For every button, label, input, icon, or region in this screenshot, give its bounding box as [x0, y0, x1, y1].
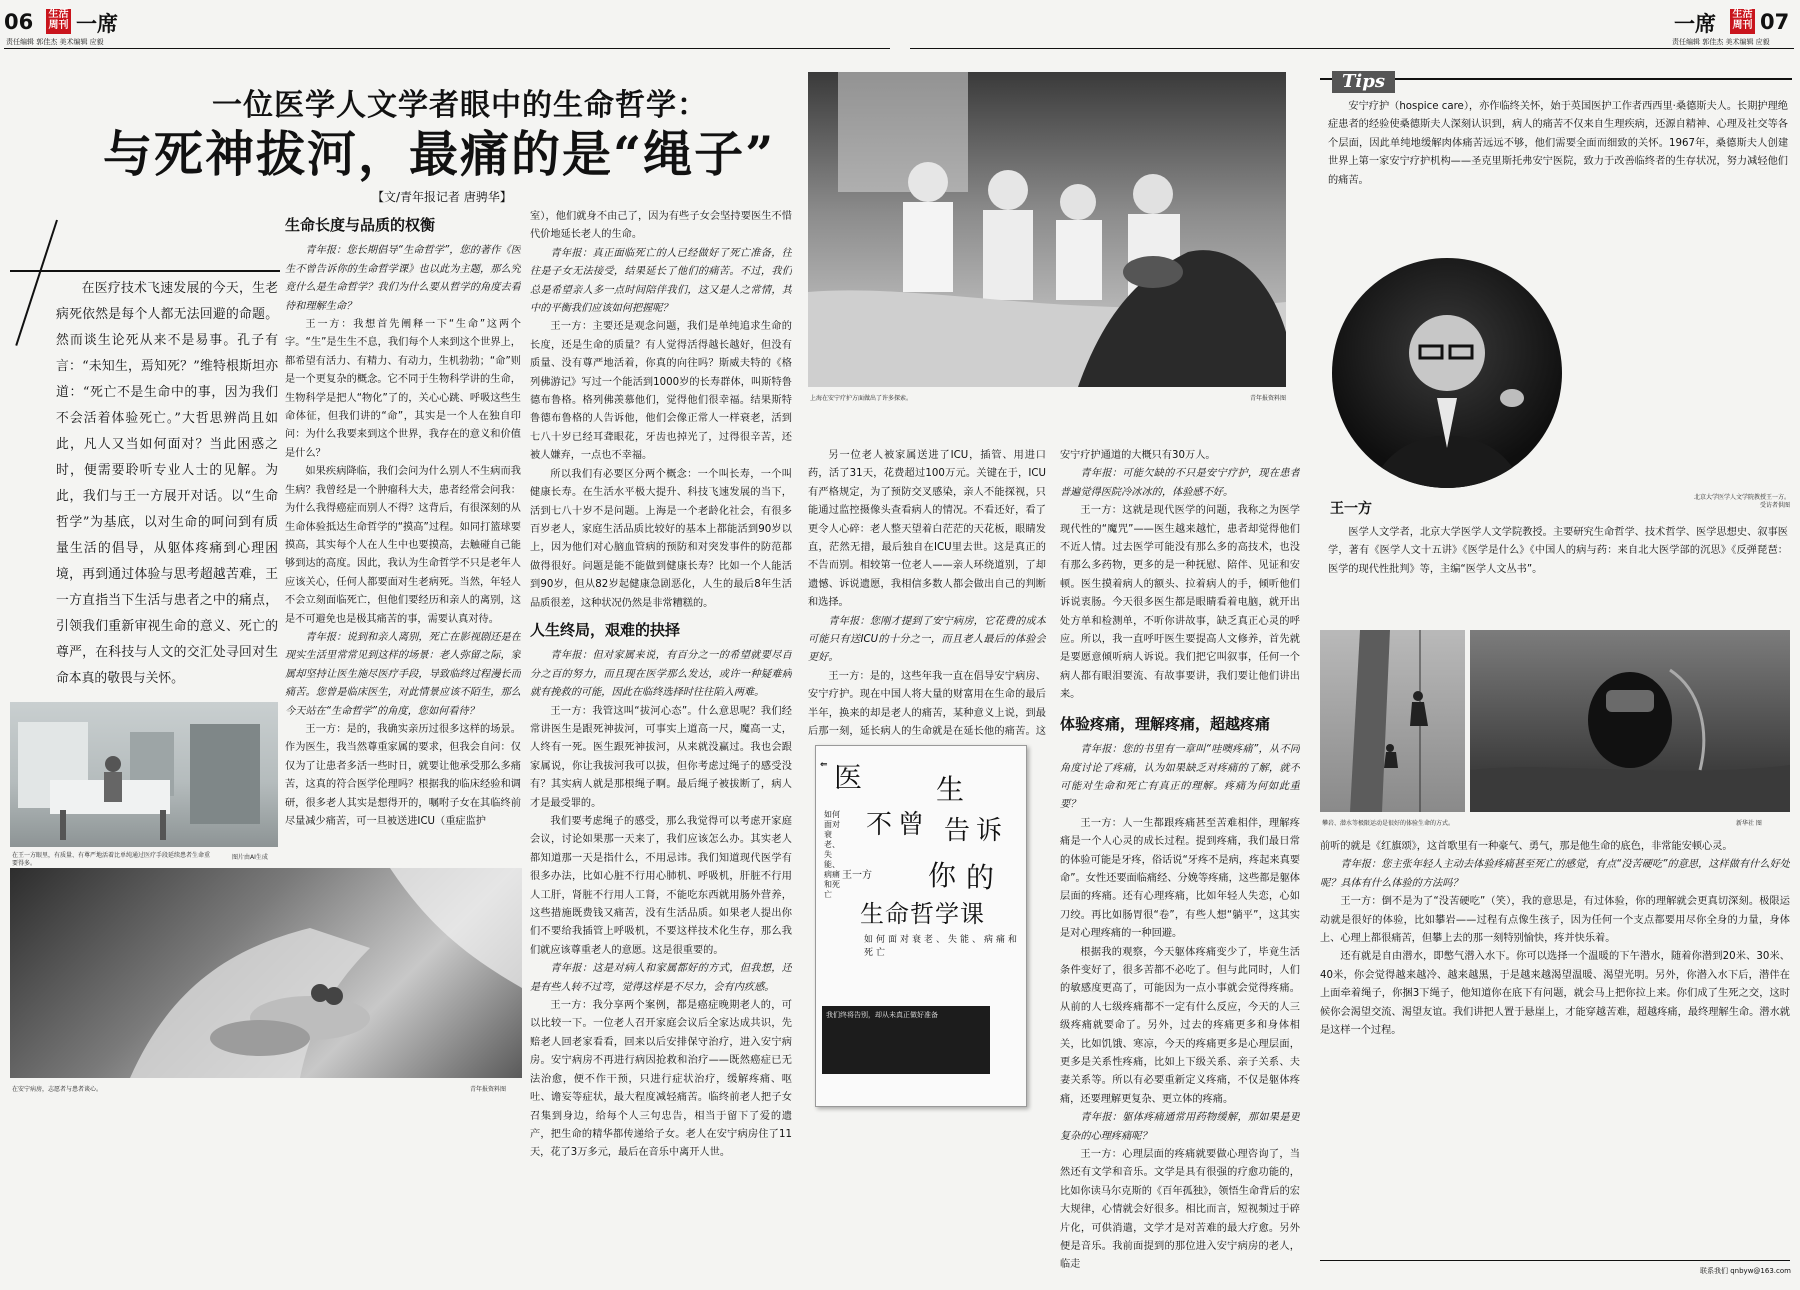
- article-kicker: 一位医学人文学者眼中的生命哲学：: [212, 88, 708, 123]
- diving-photo: [1470, 630, 1790, 812]
- question-paragraph: 青年报：您刚才提到了安宁病房，它花费的成本可能只有送ICU的十分之一，而且老人最后的体验会更好。: [808, 615, 1046, 664]
- editors-right: 责任编辑 郭佳杰 美术编辑 应毅: [1672, 38, 1770, 46]
- answer-paragraph: 王一方：是的，这些年我一直在倡导安宁病房、安宁疗护。现在中国人将大量的财富用在生命的最后半年，换来的却是老人的痛苦，某种意义上说，到最后那一刻，延长病人的生命就是在延长他的痛苦。这: [808, 670, 1046, 737]
- portrait-photo: [1332, 258, 1562, 488]
- ward-photo-credit: 图片由AI生成: [232, 854, 268, 861]
- article-title: 与死神拔河，最痛的是“绳子”: [103, 125, 776, 183]
- profile-name: 王一方: [1330, 501, 1372, 517]
- footer-contact: 联系我们 qnbyw@163.com: [1700, 1267, 1791, 1275]
- question-paragraph: 青年报：您主张年轻人主动去体验疼痛甚至死亡的感觉，有点“没苦硬吃”的意思，这样做有什么好处呢？具体有什么体验的方法吗？: [1320, 859, 1790, 889]
- question-paragraph: 青年报：真正面临死亡的人已经做好了死亡准备，往往是子女无法接受，结果延长了他们的痛苦。不过，我们总是希望亲人多一点时间陪伴我们，这又是人之常情，其中的平衡我们应该如何把握呢？: [530, 247, 792, 315]
- header-rule-right: [910, 48, 1794, 49]
- answer-paragraph: 室），他们就身不由己了，因为有些子女会坚持要医生不惜代价地延长老人的生命。: [530, 211, 792, 241]
- question-paragraph: 青年报：可能欠缺的不只是安宁疗护，现在患者普遍觉得医院冷冰冰的，体验感不好。: [1060, 468, 1300, 498]
- footer-rule: [1320, 1260, 1790, 1261]
- sport-photo-credit: 新华社 图: [1736, 820, 1762, 827]
- book-title-char: 的: [966, 861, 995, 894]
- book-title-char: 你: [928, 859, 957, 892]
- byline: 【文/青年报记者 唐骋华】: [372, 190, 512, 204]
- answer-paragraph: 王一方：我想首先阐释一下“生命”这两个字。“生”是生生不息，我们每个人来到这个世界上，都希望有活力、有精力、有动力，生机勃勃；“命”则是一个更复杂的概念。它不同于生物科学讲的生命，生物科学是把人“物化”了的，关心心跳、呼吸这些生命体征，但我们讲的“命”，其实是一个人在独自印问：为什么我要来到这个世界，我存在的意义和价值是什么？: [285, 319, 521, 459]
- answer-paragraph: 王一方：主要还是观念问题，我们是单纯追求生命的长度，还是生命的质量？有人觉得活得越长越好，但没有质量、没有尊严地活着，你真的向往吗？斯威夫特的《格列佛游记》写过一个能活到1000岁的长寿群体，叫斯特鲁德布鲁格。格列佛羡慕他们，觉得他们很幸福。结果斯特鲁德布鲁格的人告诉他，他们会像正常人一样衰老，活到七八十岁已经耳聋眼花，牙齿也掉光了，过得很辛苦，还被人嫌弃，一点也不幸福。: [530, 321, 792, 462]
- hands-photo: [10, 868, 522, 1078]
- stamp-logo-right: 生活周刊: [1730, 9, 1755, 34]
- hands-photo-caption: 在安宁病房，志愿者与患者谈心。: [12, 1086, 103, 1093]
- ward-photo: [10, 702, 278, 847]
- answer-paragraph: 我们要考虑绳子的感受，那么我觉得可以考虑开家庭会议，讨论如果那一天来了，我们应该怎么办。其实老人都知道那一天是指什么，不用忌讳。我们知道现代医学有很多办法，比如心脏不行用心肺机、呼吸机，肝脏不行用人工肝，肾脏不行用人工肾，不能吃东西就用肠外营养，这些措施既费钱又痛苦，没有生活品质。如果老人提出你们不要给我插管上呼吸机，不要这样技术化生存，那么我们就应该尊重老人的意愿。这是很重要的。: [530, 816, 792, 956]
- question-paragraph: 青年报：但对家属来说，有百分之一的希望就要尽百分之百的努力，而且现在医学那么发达，或许一种疑难病就有挽救的可能，因此在临终选择时往往陷入两难。: [530, 650, 792, 699]
- hands-photo-credit: 青年报资料图: [470, 1086, 507, 1093]
- answer-paragraph: 安宁疗护通道的大概只有30万人。: [1060, 450, 1216, 461]
- lead-rule-top: [10, 270, 280, 272]
- question-paragraph: 青年报：这是对病人和家属都好的方式，但我想，还是有些人转不过弯，觉得这样是不尽力，会有内疚感。: [530, 963, 792, 993]
- article-column-3: [808, 447, 1046, 737]
- article-column-4: [1060, 447, 1300, 1285]
- book-blurb-panel: 我们终将告别，却从未真正做好准备: [822, 1006, 990, 1074]
- book-title-char: 医: [834, 761, 863, 794]
- ward-photo-caption: 在王一方眼里，有质量、有尊严地活着比单纯通过医疗手段延续患者生命重要得多。: [12, 852, 211, 867]
- question-paragraph: 青年报：躯体疼痛通常用药物缓解，那如果是更复杂的心理疼痛呢？: [1060, 1112, 1300, 1142]
- top-photo-caption: 上海在安宁疗护方面做出了许多探索。: [810, 395, 913, 402]
- book-title-char: 生命哲学课: [860, 900, 985, 928]
- answer-paragraph: 王一方：人一生都跟疼痛甚至苦难相伴，理解疼痛是一个人心灵的成长过程。提到疼痛，我们最日常的体验可能是牙疼，俗话说“牙疼不是病，疼起来真要命”。女性还要面临痛经、分娩等疼痛，这些都是躯体层面的疼痛。还有心理疼痛，比如年轻人失恋，心如刀绞。再比如肠胃很“卷”，有些人想“躺平”，这其实是对心理疼痛的一种回避。: [1060, 817, 1300, 940]
- editors-left: 责任编辑 郭佳杰 美术编辑 应毅: [6, 38, 104, 46]
- lead-paragraph: 在医疗技术飞速发展的今天，生老病死依然是每个人都无法回避的命题。然而谈生论死从来不是易事。孔子有言：“未知生，焉知死？”维特根斯坦亦道：“死亡不是生命中的事，因为我们不会活着体验死亡。”大哲思辨尚且如此，凡人又当如何面对？当此困惑之时，便需要聆听专业人士的见解。为此，我们与王一方展开对话。以“生命哲学”为基底，以对生命的呵问到有质量生活的倡导，从躯体疼痛到心理困境，再到通过体验与思考超越苦难，王一方直指当下生活与患者之中的痛点，引领我们重新审视生命的意义、死亡的尊严，在科技与人文的交汇处寻回对生命本真的敬畏与关怀。: [56, 281, 278, 686]
- section-heading-pain: 体验疼痛，理解疼痛，超越疼痛: [1060, 714, 1271, 733]
- book-title-char: 告诉: [944, 816, 1009, 846]
- answer-paragraph: 还有就是自由潜水，即憋气潜入水下。你可以选择一个温暖的下午潜水，随着你潜到20米、30米、40米，你会觉得越来越冷、越来越黑，于是越来越渴望温暖、渴望光明。另外，你潜入水下后，潜伴在上面牵着绳子，你捆3下绳子，他知道你在底下有问题，就会马上把你拉上来。你们成了生死之交，这时候你会渴望交流、渴望友谊。我们讲把人置于悬崖上，才能穿越苦难，超越疼痛，最终理解生命。潜水就是这样一个过程。: [1320, 951, 1790, 1037]
- book-cover: [815, 745, 1027, 1107]
- publisher-logo-icon: ⇐: [820, 760, 828, 770]
- climbing-photo: [1320, 630, 1465, 812]
- sport-photo-caption: 攀岩、潜水等极限运动是很好的体验生命的方式。: [1322, 820, 1455, 827]
- answer-paragraph: 如果疾病降临，我们会问为什么别人不生病而我生病？我曾经是一个肿瘤科大夫，患者经常会问我：为什么我得癌症而别人不得？这背后，有很深刻的从生命体验抵达生命哲学的“摸高”过程。如同打篮球要摸高，其实每个人在人生中也要摸高，去触碰自己能够到达的高度。因此，我认为生命哲学不只是老年人应该关心，任何人都要面对生老病死。当然，年轻人不会立刻面临死亡，但他们要经历和亲人的离别，这是不可避免也是极其痛苦的事，需要认真对待。: [285, 466, 521, 625]
- question-paragraph: 青年报：说到和亲人离别，死亡在影视剧还是在现实生活里常常见到这样的场景：老人弥留之际，家属却坚持让医生施尽医疗手段，导致临终过程漫长而痛苦。您曾是临床医生，对此情景应该不陌生，那么今天站在“生命哲学”的角度，您如何看待？: [285, 631, 521, 717]
- answer-paragraph: 前听的就是《红旗颂》，这首歌里有一种豪气、勇气，那是他生命的底色，非常能安顿心灵。: [1320, 841, 1733, 852]
- top-photo-credit: 青年报资料图: [1250, 395, 1287, 402]
- book-author: 王一方: [842, 870, 872, 881]
- tips-badge: Tips: [1332, 71, 1395, 93]
- book-subtitle: 如何面对衰老、失能、病痛和死亡: [864, 935, 1021, 958]
- answer-paragraph: 王一方：我分享两个案例，都是癌症晚期老人的，可以比较一下。一位老人召开家庭会议后全家达成共识，先赔老人回老家看看，回来以后安排保守治疗，进入安宁病房。安宁病房不再进行病因抢救和治疗——既然癌症已无法治愈，便不作干预，只进行症状治疗，缓解疼痛、呕吐、谵妄等症状，最大程度减轻痛苦。临终前老人把子女召集到身边，给每个人三句忠告，相当于留下了爱的遗产，把生命的精华都传递给子女。老人在安宁病房住了11天，花了3万多元，最后在音乐中离开人世。: [530, 1000, 792, 1159]
- answer-paragraph: 王一方：这就是现代医学的问题，我称之为医学现代性的“魔咒”——医生越来越忙，患者却觉得他们不近人情。过去医学可能没有那么多的高技术，也没有那么多药物，更多的是一种抚慰、陪伴、见证和安顿。医生摸着病人的额头、拉着病人的手，倾听他们诉说衷肠。今天很多医生都是眼睛看着电脑，就开出处方单和检测单，不听你讲故事，缺乏真正心灵的呼应。所以，我一直呼吁医生要提高人文修养，首先就是要愿意倾听病人诉说。我们把它叫叙事，任何一个病人都有眼泪要流、有故事要讲，我们要让他们讲出来。: [1060, 505, 1300, 701]
- question-paragraph: 青年报：您的书里有一章叫“哇噢疼痛”，从不同角度讨论了疼痛，认为如果缺乏对疼痛的了解，就不可能对生命和死亡有真正的理解。疼痛为何如此重要？: [1060, 744, 1300, 811]
- answer-paragraph: 王一方：我管这叫“拔河心态”。什么意思呢？我们经常讲医生是跟死神拔河，可事实上道高一尺，魔高一丈，人终有一死。医生跟死神拔河，从来就没赢过。我也会跟家属说，你让我拔河我可以拔，但你考虑过绳子的感受没有？其实病人就是那根绳子啊。最后绳子被拔断了，病人才是最受罪的。: [530, 705, 792, 809]
- article-column-2: [530, 208, 792, 1283]
- stamp-logo-left: 生活周刊: [46, 9, 71, 34]
- book-title-char: 不曾: [866, 810, 931, 840]
- section-name-left: 一席: [76, 11, 118, 36]
- portrait-caption: 北京大学医学人文学院教授王一方。受访者供图: [1693, 494, 1790, 509]
- book-title-char: 生: [936, 773, 965, 806]
- header-rule-left: [4, 48, 890, 49]
- article-column-1: [285, 214, 521, 864]
- book-spine-text: 如何面对衰老、失能、病痛和死亡: [824, 810, 840, 899]
- answer-paragraph: 根据我的观察，今天躯体疼痛变少了，毕竟生活条件变好了，很多苦都不必吃了。但与此同时，人们的敏感度更高了，可能因为一点小事就会觉得疼痛。从前的人七级疼痛都不一定有什么反应，今天的人三级疼痛就要命了。另外，过去的疼痛更多和身体相关，比如饥饿、寒凉，今天的疼痛更多是心理层面，更多是关系性疼痛，比如上下级关系、亲子关系、夫妻关系等。所以有必要重新定义疼痛，不仅是躯体疼痛，还要理解更复杂、更立体的疼痛。: [1060, 946, 1300, 1105]
- article-column-5: [1320, 838, 1790, 1246]
- answer-paragraph: 所以我们有必要区分两个概念：一个叫长寿，一个叫健康长寿。在生活水平极大提升、科技飞速发展的当下，活到七八十岁不是问题。上海是一个老龄化社会，有很多百岁老人，家庭生活品质比较好的基本上都能活到90岁以上，因为他们对心脑血管病的预防和对突发事件的防范都做得很好。问题是能不能做到健康长寿？比如一个人能活到90岁，但从82岁起健康急剧恶化，人生的最后8年生活品质很差，这种状况仍然是非常糟糕的。: [530, 468, 792, 609]
- section-name-right: 一席: [1674, 11, 1716, 36]
- section-heading-final-choice: 人生终局，艰难的抉择: [530, 620, 681, 639]
- answer-paragraph: 另一位老人被家属送进了ICU，插管、用进口药，活了31天，花费超过100万元。关键在于，ICU有严格规定，为了预防交叉感染，亲人不能探视，只能通过监控摄像头查看病人的情况。不看还好，看了更令人心碎：老人整天望着白茫茫的天花板，眼睛发直，茫然无措，最后独自在ICU里去世。这是真正的不告而别。相较第一位老人——亲人环绕道别，了却遗憾、诉说遗愿，我相信多数人都会做出自己的判断和选择。: [808, 450, 1046, 609]
- lead-decor-slash: [15, 220, 58, 346]
- answer-paragraph: 王一方：倒不是为了“没苦硬吃”（笑），我的意思是，有过体验，你的理解就会更真切深刻。极限运动就是很好的体验，比如攀岩——过程有点像生孩子，因为任何一个支点都要用尽你全身的力量，身体上、心理上都很痛苦，但攀上去的那一刻特别愉快，疼并快乐着。: [1320, 896, 1790, 945]
- page-number-right: 07: [1760, 10, 1790, 34]
- answer-paragraph: 王一方：是的，我确实亲历过很多这样的场景。作为医生，我当然尊重家属的要求，但我会自问：仅仅为了让患者多活一些时日，就要让他承受那么多痛苦，这真的符合医学伦理吗？根据我的临床经验和调研，很多老人其实是想得开的，嘱咐子女在其临终前尽量减少痛苦，可一旦被送进ICU（重症监护: [285, 723, 521, 827]
- top-photo-nurses: [808, 72, 1286, 387]
- section-heading-length-quality: 生命长度与品质的权衡: [285, 216, 436, 234]
- question-paragraph: 青年报：您长期倡导“生命哲学”，您的著作《医生不曾告诉你的生命哲学课》也以此为主题，那么究竟什么是生命哲学？我们为什么要从哲学的角度去看待和理解生命？: [285, 245, 521, 312]
- answer-paragraph: 王一方：心理层面的疼痛就要做心理咨询了，当然还有文学和音乐。文学是具有很强的疗愈功能的，比如你读马尔克斯的《百年孤独》，领悟生命背后的宏大规律，心情就会好很多。相比而言，短视频过于碎片化，可供消遣，文学才是对苦难的最大疗愈。另外便是音乐。我前面提到的那位进入安宁病房的老人，临走: [1060, 1149, 1300, 1271]
- page-number-left: 06: [4, 10, 34, 34]
- profile-bio: 医学人文学者，北京大学医学人文学院教授。主要研究生命哲学、技术哲学、医学思想史、叙事医学，著有《医学人文十五讲》《医学是什么》《中国人的病与药：来自北大医学部的沉思》《反弹琵琶：医学的现代性批判》等，主编“医学人文丛书”。: [1328, 527, 1788, 575]
- tips-text: 安宁疗护（hospice care），亦作临终关怀，始于英国医护工作者西西里·桑德斯夫人。长期护理绝症患者的经验使桑德斯夫人深刻认识到，病人的痛苦不仅来自生理疾病，还源自精神、心理及社交等各个层面，因此单纯地缓解肉体痛苦远远不够，他们需要全面而细致的关怀。1967年，桑德斯夫人创建世界上第一家安宁疗护机构——圣克里斯托弗安宁医院，致力于改善临终者的生存状况，努力减轻他们的痛苦。: [1328, 101, 1788, 186]
